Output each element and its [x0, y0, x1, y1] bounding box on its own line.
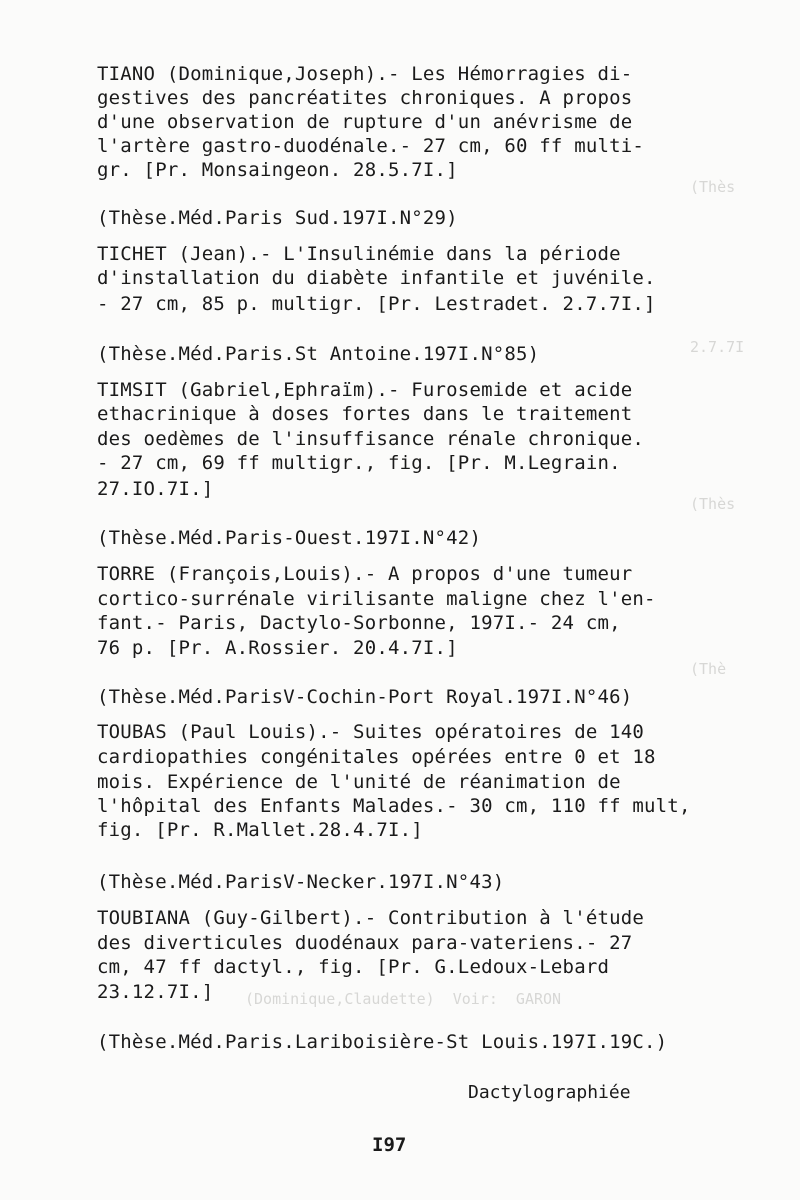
entry-line: d'installation du diabète infantile et juvénile.	[97, 267, 656, 289]
entry-line: TIANO (Dominique,Joseph).- Les Hémorragies di-	[97, 63, 633, 85]
entry-line: d'une observation de rupture d'un anévrisme de	[97, 111, 633, 133]
entry-line: TORRE (François,Louis).- A propos d'une tumeur	[97, 563, 633, 585]
thesis-reference: (Thèse.Méd.Paris.St Antoine.197I.N°85)	[97, 343, 540, 365]
thesis-reference: (Thèse.Méd.Paris-Ouest.197I.N°42)	[97, 527, 482, 549]
show-through-text: 2.7.7I	[690, 338, 745, 356]
thesis-reference: (Thèse.Méd.Paris Sud.197I.N°29)	[97, 207, 458, 229]
entry-line: l'hôpital des Enfants Malades.- 30 cm, 110 ff mult,	[97, 795, 691, 817]
entry-line: cortico-surrénale virilisante maligne chez l'en-	[97, 588, 656, 610]
entry-line: fig. [Pr. R.Mallet.28.4.7I.]	[97, 819, 423, 841]
show-through-text: (Thès	[690, 178, 736, 196]
entry-line: 27.IO.7I.]	[97, 478, 214, 500]
entry-line: TICHET (Jean).- L'Insulinémie dans la période	[97, 243, 621, 265]
entry-line: gr. [Pr. Monsaingeon. 28.5.7I.]	[97, 159, 458, 181]
entry-line: mois. Expérience de l'unité de réanimation de	[97, 771, 621, 793]
entry-line: ethacrinique à doses fortes dans le traitement	[97, 403, 633, 425]
entry-line: l'artère gastro-duodénale.- 27 cm, 60 ff multi-	[97, 135, 645, 157]
entry-line: TOUBIANA (Guy-Gilbert).- Contribution à l'étude	[97, 907, 645, 929]
entry-line: gestives des pancréatites chroniques. A propos	[97, 87, 633, 109]
entry-line: cardiopathies congénitales opérées entre 0 et 18	[97, 746, 656, 768]
page-number: I97	[372, 1134, 407, 1156]
show-through-text: (Thè	[690, 660, 727, 678]
entry-line: cm, 47 ff dactyl., fig. [Pr. G.Ledoux-Lebard	[97, 956, 610, 978]
entry-line: 23.12.7I.]	[97, 981, 214, 1003]
entry-line: TIMSIT (Gabriel,Ephraïm).- Furosemide et acide	[97, 379, 633, 401]
thesis-reference: (Thèse.Méd.ParisV-Necker.197I.N°43)	[97, 871, 505, 893]
entry-line: 76 p. [Pr. A.Rossier. 20.4.7I.]	[97, 637, 458, 659]
entry-line: des oedèmes de l'insuffisance rénale chronique.	[97, 428, 645, 450]
thesis-reference: (Thèse.Méd.Paris.Lariboisière-St Louis.197I.19C.)	[97, 1031, 668, 1053]
entry-line: fant.- Paris, Dactylo-Sorbonne, 197I.- 24 cm,	[97, 612, 621, 634]
show-through-text: (Dominique,Claudette) Voir: GARON	[245, 990, 562, 1008]
thesis-reference: (Thèse.Méd.ParisV-Cochin-Port Royal.197I.N°46)	[97, 686, 633, 708]
entry-line: TOUBAS (Paul Louis).- Suites opératoires de 140	[97, 721, 645, 743]
entry-line: - 27 cm, 69 ff multigr., fig. [Pr. M.Legrain.	[97, 452, 621, 474]
show-through-text: (Thès	[690, 495, 736, 513]
entry-line: - 27 cm, 85 p. multigr. [Pr. Lestradet. 2.7.7I.]	[97, 293, 656, 315]
entry-line: des diverticules duodénaux para-vateriens.- 27	[97, 932, 633, 954]
footer-note: Dactylographiée	[468, 1082, 631, 1103]
